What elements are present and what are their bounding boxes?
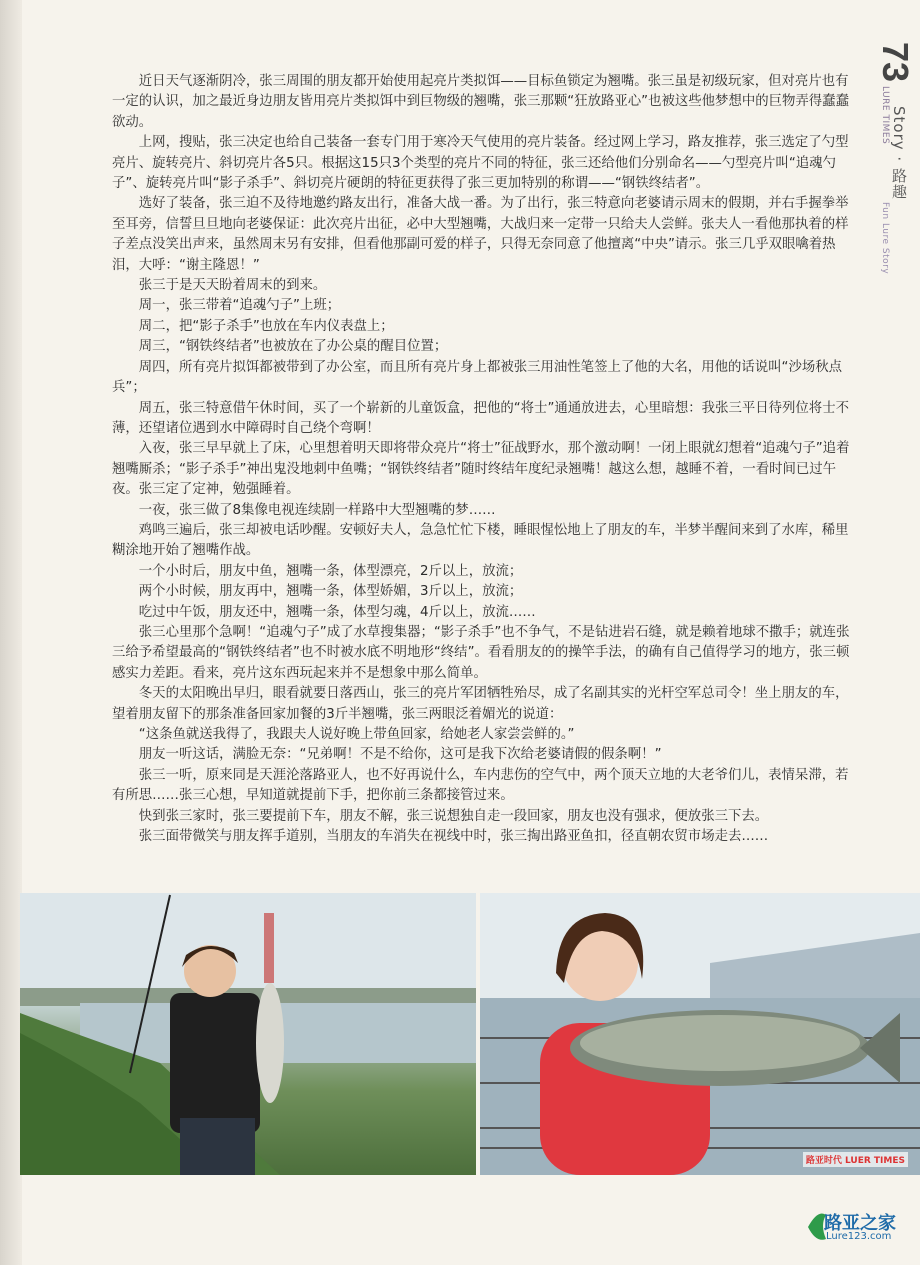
- paragraph: 周二，把“影子杀手”也放在车内仪表盘上；: [138, 318, 394, 334]
- paragraph: 近日天气逐渐阴冷，张三周围的朋友都开始使用起亮片类拟饵——目标鱼锁定为翘嘴。张三虽是初级玩家，但对亮片也有一定的认识，加之最近身边朋友皆用亮片类拟饵中到巨物级的翘嘴，张三那颗“狂放路亚心”也被这些他梦想中的巨物弄得蠢蠢欲动。: [112, 74, 849, 130]
- paragraph: 两个小时候，朋友再中，翘嘴一条，体型娇媚，3斤以上，放流；: [138, 584, 523, 600]
- article-body: [112, 72, 854, 847]
- photo-angler-with-fish: [20, 893, 476, 1175]
- paragraph: 快到张三家时，张三要提前下车，朋友不解，张三说想独自走一段回家，朋友也没有强求，便放张三下去。: [138, 808, 769, 824]
- paragraph: 周五，张三特意借午休时间，买了一个崭新的儿童饭盒，把他的“将士”通通放进去，心里暗想：我张三平日待列位将士不薄，还望诸位遇到水中障碍时自己绕个弯啊！: [112, 400, 849, 436]
- paragraph: 张三于是天天盼着周末的到来。: [138, 278, 327, 294]
- paragraph: 选好了装备，张三迫不及待地邀约路友出行，准备大战一番。为了出行，张三特意向老婆请示周末的假期，并右手握拳举至耳旁，信誓旦旦地向老婆保证：此次亮片出征，必中大型翘嘴，大战归来一定带一只给夫人尝鲜。张夫人一看他那执着的样子差点没笑出声来，虽然周末另有安排，但看他那副可爱的样子，只得无奈同意了他擅离“中央”请示。张三几乎双眼噙着热泪，大呼：“谢主隆恩！”: [112, 196, 849, 273]
- section-title: Story · 路趣: [890, 106, 908, 200]
- paragraph: 周三，“钢铁终结者”也被放在了办公桌的醒目位置；: [138, 339, 448, 355]
- paragraph: 鸡鸣三遍后，张三却被电话吵醒。安顿好夫人，急急忙忙下楼，睡眼惺忪地上了朋友的车，半梦半醒间来到了水库，稀里糊涂地开始了翘嘴作战。: [112, 522, 849, 559]
- paragraph: 周一，张三带着“追魂勺子”上班；: [138, 298, 341, 314]
- photo-strip: [20, 893, 920, 1175]
- section-subtitle-2: Fun Lure Story: [880, 202, 890, 275]
- section-subtitle: LURE TIMES: [880, 86, 890, 145]
- site-logo: [806, 1201, 906, 1251]
- angler-illustration: [20, 893, 476, 1175]
- paragraph: 吃过中午饭，朋友还中，翘嘴一条，体型匀魂，4斤以上，放流……: [138, 604, 536, 620]
- paragraph: “这条鱼就送我得了，我跟夫人说好晚上带鱼回家，给她老人家尝尝鲜的。”: [138, 727, 575, 742]
- photo-caption: 路亚时代 LUER TIMES: [803, 1152, 908, 1167]
- paragraph: 周四，所有亮片拟饵都被带到了办公室，而且所有亮片身上都被张三用油性笔签上了他的大名，用他的话说叫“沙场秋点兵”；: [112, 359, 843, 396]
- paragraph: 朋友一听这话，满脸无奈：“兄弟啊！不是不给你，这可是我下次给老婆请假的假条啊！”: [138, 747, 662, 763]
- page-number: 73: [875, 42, 916, 83]
- photo-woman-with-fish: [480, 893, 920, 1175]
- paragraph: 一夜，张三做了8集像电视连续剧一样路中大型翘嘴的梦……: [138, 502, 496, 518]
- paragraph: 张三心里那个急啊！“追魂勺子”成了水草搜集器；“影子杀手”也不争气，不是钻进岩石缝，就是赖着地球不撒手；就连张三给予希望最高的“钢铁终结者”也不时被水底不明地形“终结”。看看朋友的的操竿手法，的确有自己值得学习的地方，张三顿感实力差距。看来，亮片这东西玩起来并不是想象中那么简单。: [112, 624, 850, 681]
- logo-url: Lure123.com: [826, 1231, 892, 1242]
- side-tab: [868, 42, 920, 892]
- paragraph: 上网，搜贴，张三决定也给自己装备一套专门用于寒冷天气使用的亮片装备。经过网上学习，路友推荐，张三选定了勺型亮片、旋转亮片、斜切亮片各5只。根据这15只3个类型的亮片不同的特征，张三还给他们分别命名——勺型亮片叫“追魂勺子”、旋转亮片叫“影子杀手”、斜切亮片硬朗的特征更获得了张三更加特别的称谓——“钢铁终结者”。: [112, 135, 849, 192]
- paragraph: 一个小时后，朋友中鱼，翘嘴一条，体型漂亮，2斤以上，放流；: [138, 563, 523, 579]
- paragraph: 冬天的太阳晚出早归，眼看就要日落西山，张三的亮片军团牺牲殆尽，成了名副其实的光杆空军总司令！坐上朋友的车，望着朋友留下的那条准备回家加餐的3斤半翘嘴，张三两眼泛着媚光的说道：: [112, 686, 849, 722]
- page-edge-shadow: [0, 0, 22, 1265]
- paragraph: 张三面带微笑与朋友挥手道别，当朋友的车消失在视线中时，张三掏出路亚鱼扣，径直朝农贸市场走去……: [138, 829, 769, 845]
- paragraph: 入夜，张三早早就上了床，心里想着明天即将带众亮片“将士”征战野水，那个激动啊！一闭上眼就幻想着“追魂勺子”追着翘嘴厮杀；“影子杀手”神出鬼没地刺中鱼嘴；“钢铁终结者”随时终结年度纪录翘嘴！越这么想，越睡不着，一看时间已过午夜。张三定了定神，勉强睡着。: [112, 441, 850, 498]
- logo-name: 路亚之家: [824, 1213, 896, 1234]
- paragraph: 张三一听，原来同是天涯沦落路亚人，也不好再说什么，车内悲伤的空气中，两个顶天立地的大老爷们儿，表情呆滞，若有所思……张三心想，早知道就提前下手，把你前三条都接管过来。: [112, 767, 849, 804]
- woman-illustration: [480, 893, 920, 1175]
